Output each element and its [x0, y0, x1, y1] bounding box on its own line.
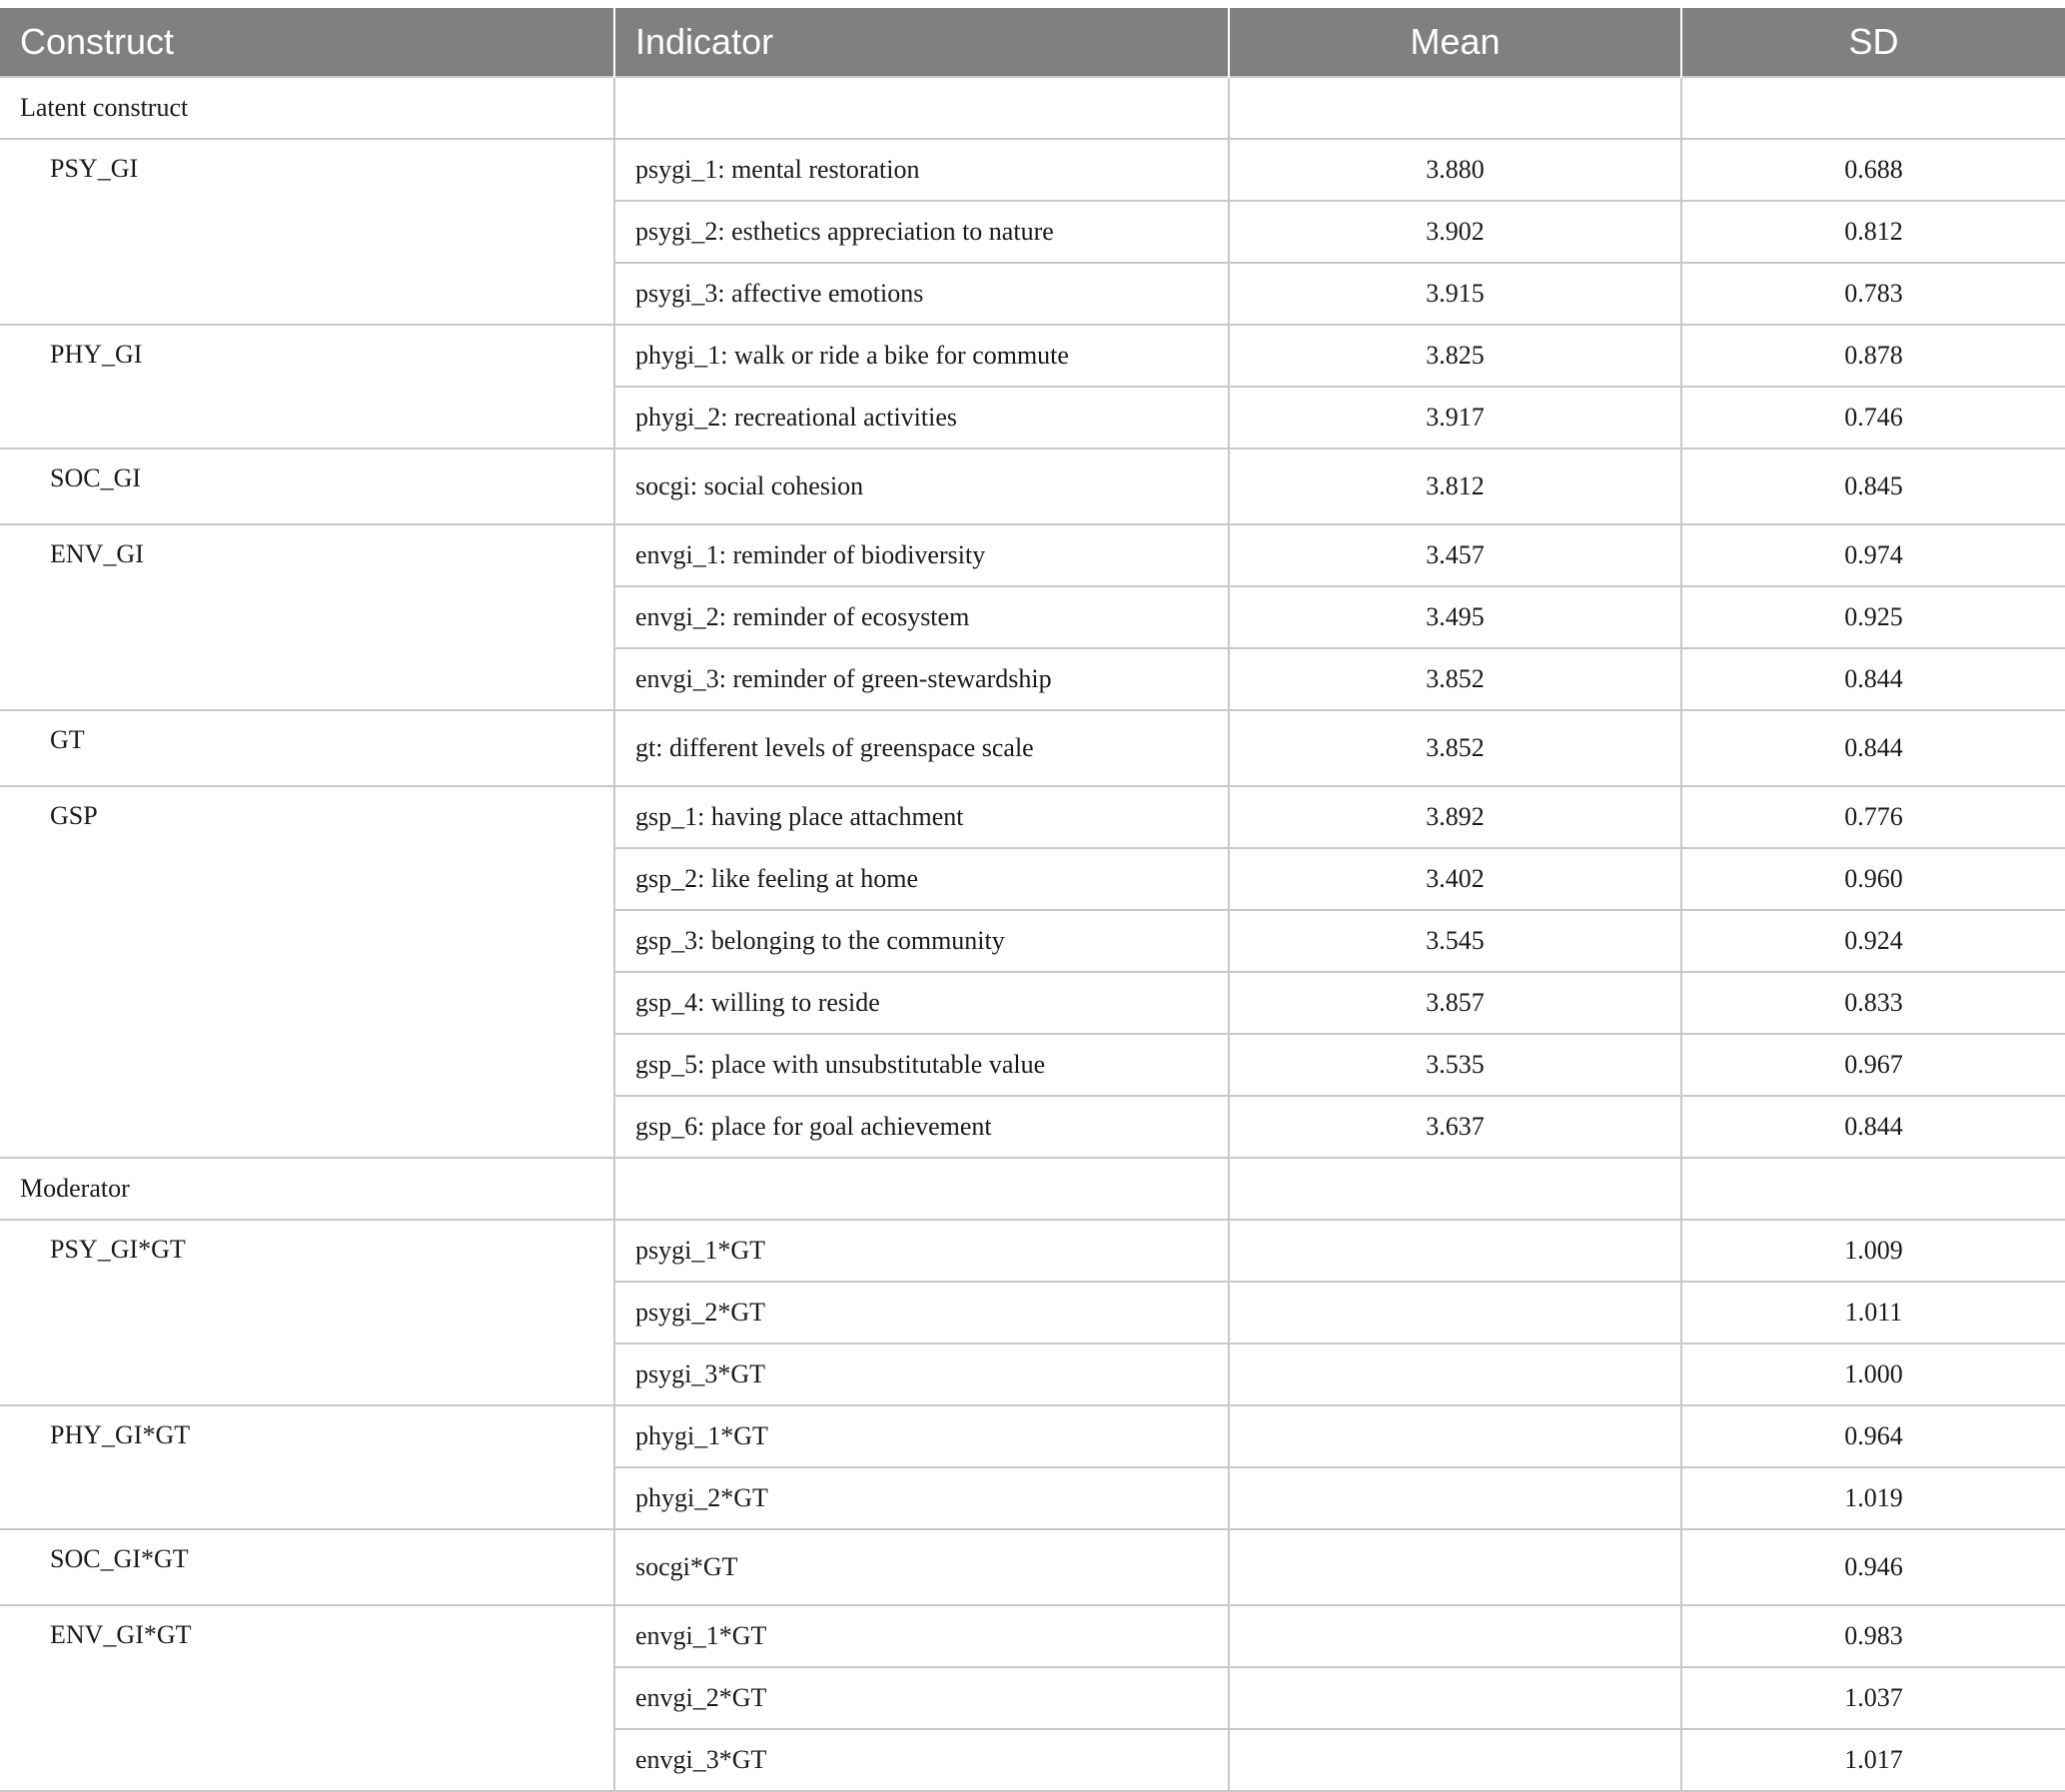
header-mean: Mean — [1229, 8, 1681, 77]
mean-cell: 3.915 — [1229, 263, 1681, 325]
data-table-container — [0, 8, 2065, 1792]
section-row — [0, 1158, 2065, 1220]
sd-cell: 0.983 — [1681, 1605, 2065, 1667]
mean-cell: 3.495 — [1229, 586, 1681, 648]
sd-cell: 0.833 — [1681, 972, 2065, 1034]
sd-cell: 0.688 — [1681, 139, 2065, 201]
mean-cell — [1229, 1667, 1681, 1729]
sd-cell: 0.844 — [1681, 1096, 2065, 1158]
table-row — [0, 1220, 2065, 1282]
sd-cell: 0.844 — [1681, 710, 2065, 786]
mean-cell — [1229, 1729, 1681, 1791]
mean-cell: 3.545 — [1229, 910, 1681, 972]
construct-cell: GT — [0, 710, 614, 786]
indicator-cell: gsp_3: belonging to the community — [614, 910, 1229, 972]
sd-cell: 1.009 — [1681, 1220, 2065, 1282]
table-row — [0, 1405, 2065, 1467]
table-row — [0, 1529, 2065, 1605]
indicator-cell: phygi_1: walk or ride a bike for commute — [614, 325, 1229, 387]
empty-cell — [1229, 1158, 1681, 1220]
sd-cell: 1.037 — [1681, 1667, 2065, 1729]
mean-cell — [1229, 1220, 1681, 1282]
table-row — [0, 786, 2065, 848]
empty-cell — [1681, 77, 2065, 139]
mean-cell: 3.902 — [1229, 201, 1681, 263]
mean-cell — [1229, 1405, 1681, 1467]
table-row — [0, 139, 2065, 201]
table-body — [0, 77, 2065, 1791]
empty-cell — [614, 1158, 1229, 1220]
sd-cell: 1.017 — [1681, 1729, 2065, 1791]
header-indicator: Indicator — [614, 8, 1229, 77]
indicator-cell: envgi_3*GT — [614, 1729, 1229, 1791]
indicator-cell: envgi_1*GT — [614, 1605, 1229, 1667]
indicator-cell: gsp_4: willing to reside — [614, 972, 1229, 1034]
mean-cell: 3.637 — [1229, 1096, 1681, 1158]
sd-cell: 0.924 — [1681, 910, 2065, 972]
sd-cell: 0.967 — [1681, 1034, 2065, 1096]
sd-cell: 0.776 — [1681, 786, 2065, 848]
mean-cell: 3.812 — [1229, 448, 1681, 524]
table-row — [0, 325, 2065, 387]
descriptive-statistics-table — [0, 8, 2065, 1792]
construct-cell: PHY_GI — [0, 325, 614, 448]
mean-cell — [1229, 1467, 1681, 1529]
header-sd: SD — [1681, 8, 2065, 77]
indicator-cell: phygi_2*GT — [614, 1467, 1229, 1529]
table-row — [0, 448, 2065, 524]
sd-cell: 0.878 — [1681, 325, 2065, 387]
sd-cell: 0.946 — [1681, 1529, 2065, 1605]
indicator-cell: psygi_2*GT — [614, 1282, 1229, 1344]
sd-cell: 0.960 — [1681, 848, 2065, 910]
indicator-cell: psygi_3: affective emotions — [614, 263, 1229, 325]
header-construct: Construct — [0, 8, 614, 77]
empty-cell — [614, 77, 1229, 139]
sd-cell: 0.845 — [1681, 448, 2065, 524]
indicator-cell: envgi_3: reminder of green-stewardship — [614, 648, 1229, 710]
sd-cell: 0.812 — [1681, 201, 2065, 263]
indicator-cell: envgi_2*GT — [614, 1667, 1229, 1729]
mean-cell: 3.457 — [1229, 524, 1681, 586]
mean-cell — [1229, 1344, 1681, 1405]
indicator-cell: socgi*GT — [614, 1529, 1229, 1605]
indicator-cell: gsp_6: place for goal achievement — [614, 1096, 1229, 1158]
indicator-cell: gsp_1: having place attachment — [614, 786, 1229, 848]
sd-cell: 0.783 — [1681, 263, 2065, 325]
table-row — [0, 1605, 2065, 1667]
construct-cell: GSP — [0, 786, 614, 1158]
sd-cell: 0.925 — [1681, 586, 2065, 648]
mean-cell: 3.825 — [1229, 325, 1681, 387]
mean-cell: 3.852 — [1229, 648, 1681, 710]
construct-cell: PSY_GI — [0, 139, 614, 325]
indicator-cell: psygi_3*GT — [614, 1344, 1229, 1405]
indicator-cell: phygi_2: recreational activities — [614, 387, 1229, 448]
indicator-cell: psygi_1*GT — [614, 1220, 1229, 1282]
sd-cell: 0.844 — [1681, 648, 2065, 710]
construct-cell: ENV_GI*GT — [0, 1605, 614, 1791]
indicator-cell: gsp_5: place with unsubstitutable value — [614, 1034, 1229, 1096]
mean-cell: 3.880 — [1229, 139, 1681, 201]
sd-cell: 0.964 — [1681, 1405, 2065, 1467]
indicator-cell: gsp_2: like feeling at home — [614, 848, 1229, 910]
empty-cell — [1229, 77, 1681, 139]
construct-cell: SOC_GI — [0, 448, 614, 524]
mean-cell: 3.852 — [1229, 710, 1681, 786]
indicator-cell: psygi_2: esthetics appreciation to nature — [614, 201, 1229, 263]
mean-cell: 3.917 — [1229, 387, 1681, 448]
mean-cell — [1229, 1282, 1681, 1344]
construct-cell: PHY_GI*GT — [0, 1405, 614, 1529]
construct-cell: ENV_GI — [0, 524, 614, 710]
construct-cell: SOC_GI*GT — [0, 1529, 614, 1605]
sd-cell: 0.746 — [1681, 387, 2065, 448]
table-header — [0, 8, 2065, 77]
sd-cell: 1.019 — [1681, 1467, 2065, 1529]
indicator-cell: socgi: social cohesion — [614, 448, 1229, 524]
indicator-cell: gt: different levels of greenspace scale — [614, 710, 1229, 786]
mean-cell: 3.892 — [1229, 786, 1681, 848]
mean-cell: 3.535 — [1229, 1034, 1681, 1096]
sd-cell: 1.011 — [1681, 1282, 2065, 1344]
table-row — [0, 524, 2065, 586]
mean-cell: 3.402 — [1229, 848, 1681, 910]
table-row — [0, 710, 2065, 786]
section-label: Latent construct — [0, 77, 614, 139]
mean-cell — [1229, 1529, 1681, 1605]
mean-cell — [1229, 1605, 1681, 1667]
header-row — [0, 8, 2065, 77]
sd-cell: 0.974 — [1681, 524, 2065, 586]
mean-cell: 3.857 — [1229, 972, 1681, 1034]
indicator-cell: envgi_1: reminder of biodiversity — [614, 524, 1229, 586]
section-row — [0, 77, 2065, 139]
empty-cell — [1681, 1158, 2065, 1220]
indicator-cell: phygi_1*GT — [614, 1405, 1229, 1467]
sd-cell: 1.000 — [1681, 1344, 2065, 1405]
section-label: Moderator — [0, 1158, 614, 1220]
indicator-cell: envgi_2: reminder of ecosystem — [614, 586, 1229, 648]
indicator-cell: psygi_1: mental restoration — [614, 139, 1229, 201]
construct-cell: PSY_GI*GT — [0, 1220, 614, 1405]
